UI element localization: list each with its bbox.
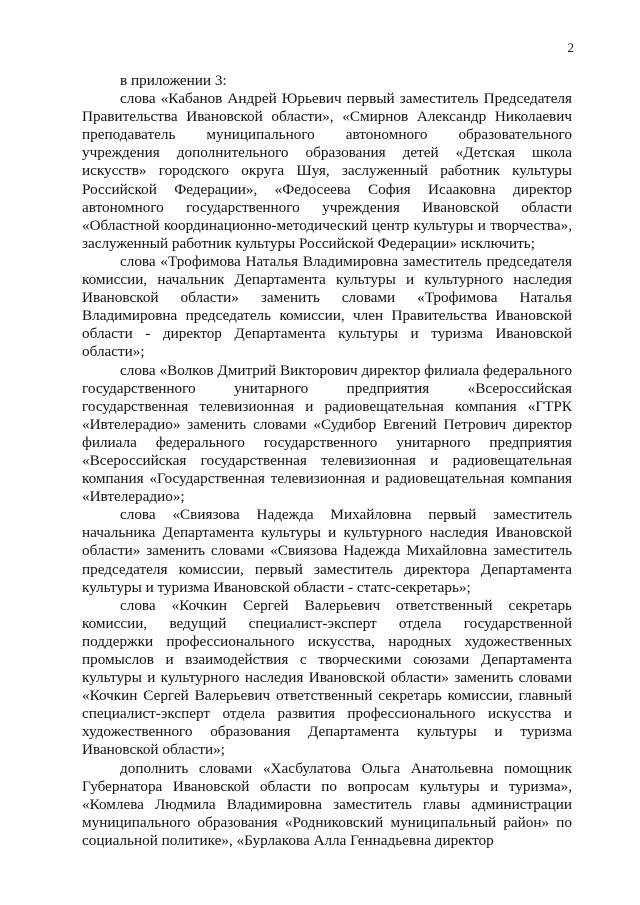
page-number: 2 <box>567 40 574 55</box>
paragraph-heading: в приложении 3: <box>120 72 227 89</box>
paragraph-kochkin: слова «Кочкин Сергей Валерьевич ответственный секретарь комиссии, ведущий специалист-эксперт отдела государственной поддержки профессионального искусства, народных художественных промыслов и взаимодействия с творческими союзами Департамента культуры и культурного наследия Ивановской области» заменить словами «Кочкин Сергей Валерьевич ответственный секретарь комиссии, главный специалист-эксперт отдела развития профессионального искусства и художественного образования Департамента культуры и туризма Ивановской области»; <box>82 596 572 759</box>
paragraph-trofimova: слова «Трофимова Наталья Владимировна заместитель председателя комиссии, начальник Департамента культуры и культурного наследия Ивановской области» заменить словами «Трофимова Наталья Владимировна председатель комиссии, член Правительства Ивановской области - директор Департамента культуры и туризма Ивановской области»; <box>82 252 572 361</box>
document-body <box>82 72 572 850</box>
paragraph-exclude-members: слова «Кабанов Андрей Юрьевич первый заместитель Председателя Правительства Ивановской области», «Смирнов Александр Николаевич преподаватель муниципального автономного образовательного учреждения дополнительного образования детей «Детская школа искусств» городского округа Шуя, заслуженный работник культуры Российской Федерации», «Федосеева София Исааковна директор автономного государственного учреждения Ивановской области «Областной координационно-методический центр культуры и творчества», заслуженный работник культуры Российской Федерации» исключить; <box>82 90 572 252</box>
paragraph-add-members: дополнить словами «Хасбулатова Ольга Анатольевна помощник Губернатора Ивановской области по вопросам культуры и туризма», «Комлева Людмила Владимировна заместитель главы администрации муниципального образования «Родниковский муниципальный район» по социальной политике», «Бурлакова Алла Геннадьевна директор <box>82 759 572 849</box>
paragraph-volkov: слова «Волков Дмитрий Викторович директор филиала федерального государственного унитарного предприятия «Всероссийская государственная телевизионная и радиовещательная компания «ГТРК «Ивтелерадио» заменить словами «Судибор Евгений Петрович директор филиала федерального государственного унитарного предприятия «Всероссийская государственная телевизионная и радиовещательная компания «Государственная телевизионная и радиовещательная компания «Ивтелерадио»; <box>82 361 572 506</box>
paragraph-sviyazova: слова «Свиязова Надежда Михайловна первый заместитель начальника Департамента культуры и культурного наследия Ивановской области» заменить словами «Свиязова Надежда Михайловна заместитель председателя комиссии, первый заместитель директора Департамента культуры и туризма Ивановской области - статс-секретарь»; <box>82 506 572 596</box>
